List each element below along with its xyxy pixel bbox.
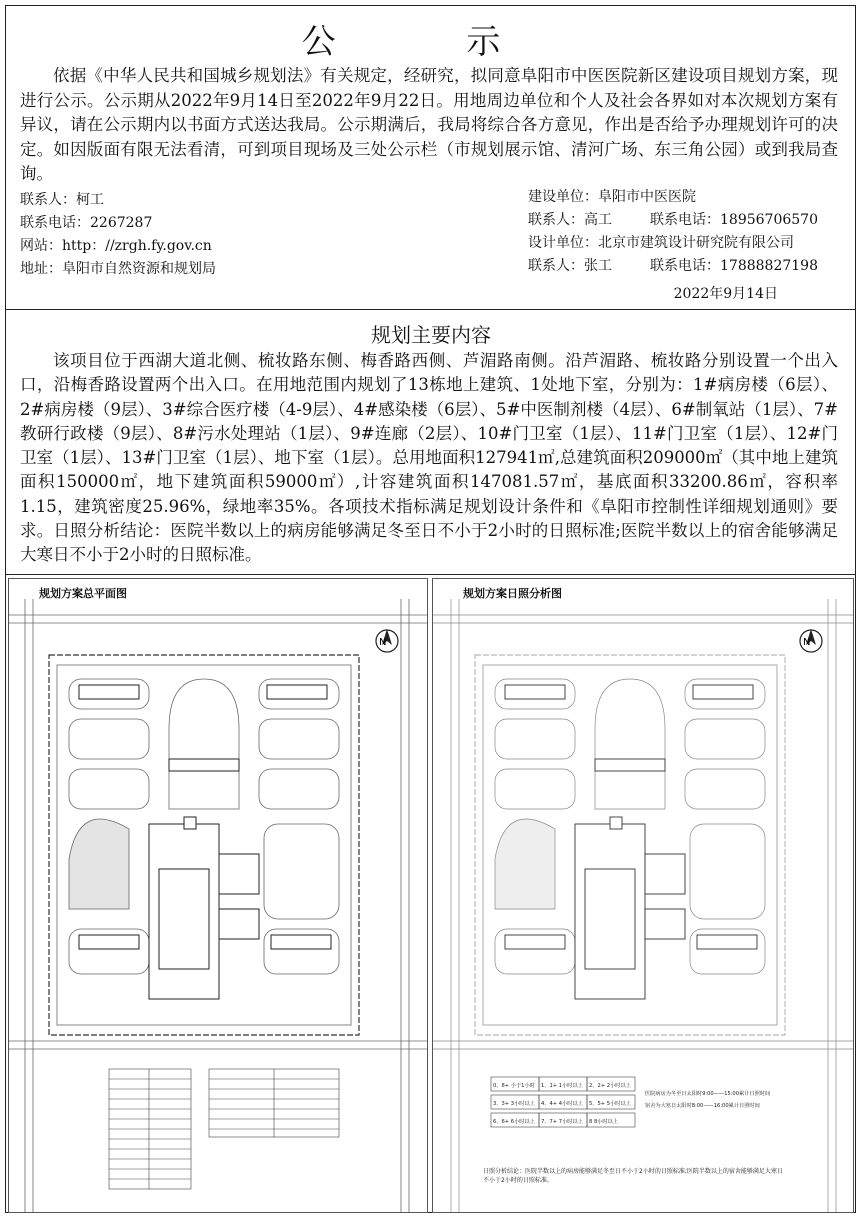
sunlight-analysis-drawing [432, 578, 854, 1213]
north-label: N [379, 637, 387, 648]
section-divider [5, 309, 856, 310]
svg-text:3、3+ 3小时以上: 3、3+ 3小时以上 [493, 1101, 535, 1107]
north-label: N [803, 637, 811, 648]
design-unit: 设计单位：北京市建筑设计研究院有限公司 [528, 235, 794, 251]
north-arrow-icon [800, 629, 822, 652]
plan-body: 该项目位于西湖大道北侧、梳妆路东侧、梅香路西侧、芦湄路南侧。沿芦湄路、梳妆路分别设置一个出入口，沿梅香路设置两个出入口。在用地范围内规划了13栋地上建筑、1处地下室，分别为：1#病房楼（6层）、2#病房楼（9层）、3#综合医疗楼（4-9层）、4#感染楼（6层）、5#中医制剂楼（4层）、6#制氧站（1层）、7#教研行政楼（9层）、8#污水处理站（1层）、9#连廊（2层）、10#门卫室（1层）、11#门卫室（1层）、12#门卫室（1层）、13#门卫室（1层）、地下室（1层）。总用地面积127941㎡,总建筑面积209000㎡（其中地上建筑面积150000㎡，地下建筑面积59000㎡）,计容建筑面积147081.57㎡，基底面积33200.86㎡，容积率1.15，建筑密度25.96%，绿地率35%。各项技术指标满足规划设计条件和《阜阳市控制性详细规划通则》要求。日照分析结论：医院半数以上的病房能够满足冬至日不小于2小时的日照标准;医院半数以上的宿舍能够满足大寒日不小于2小时的日照标准。 [20, 351, 838, 565]
builder-contact: 联系人：高工 [528, 212, 612, 228]
north-arrow-icon [376, 629, 398, 652]
svg-text:0、8+ 小于1小时: 0、8+ 小于1小时 [493, 1083, 535, 1089]
notice-body: 依据《中华人民共和国城乡规划法》有关规定，经研究，拟同意阜阳市中医医院新区建设项目规划方案，现进行公示。公示期从2022年9月14日至2022年9月22日。用地周边单位和个人及社会各界如对本次规划方案有异议，请在公示期内以书面方式送达我局。公示期满后，我局将综合各方意见，作出是否给予办理规划许可的决定。如因版面有限无法看清，可到项目现场及三处公示栏（市规划展示馆、清河广场、东三角公园）或到我局查询。 [20, 66, 838, 183]
svg-text:2、2+ 2小时以上: 2、2+ 2小时以上 [589, 1083, 631, 1089]
svg-text:宿舍为大寒日太阳时8:00——16:00累计日照时间: 宿舍为大寒日太阳时8:00——16:00累计日照时间 [645, 1103, 760, 1109]
designer-contact: 联系人：张工 [528, 258, 612, 274]
sunlight-legend [491, 1077, 770, 1127]
plan-title: 规划主要内容 [371, 323, 491, 347]
contact-left [20, 189, 216, 281]
site-plan-svg [9, 579, 427, 1212]
sunlight-svg [433, 579, 853, 1212]
sunlight-title: 规划方案日照分析图 [463, 587, 562, 600]
sunlight-conclusion: 日照分析结论：医院半数以上的病房能够满足冬至日不小于2小时的日照标准;医院半数以上的宿舍能够满足大寒日不小于2小时的日照标准。 [483, 1168, 783, 1184]
section-divider [5, 574, 856, 575]
builder-phone: 联系电话：18956706570 [650, 212, 818, 228]
contact-phone: 联系电话：2267287 [20, 215, 153, 231]
svg-text:4、4+ 4小时以上: 4、4+ 4小时以上 [541, 1101, 583, 1107]
contact-person: 联系人：柯工 [20, 192, 104, 208]
site-plan-drawing [8, 578, 428, 1213]
builder-unit: 建设单位：阜阳市中医医院 [528, 189, 696, 205]
contact-address: 地址：阜阳市自然资源和规划局 [20, 261, 216, 277]
notice-date: 2022年9月14日 [673, 286, 778, 302]
svg-text:7、7+ 7小时以上: 7、7+ 7小时以上 [541, 1119, 583, 1125]
svg-text:5、5+ 5小时以上: 5、5+ 5小时以上 [589, 1101, 631, 1107]
svg-text:1、1+ 1小时以上: 1、1+ 1小时以上 [541, 1083, 583, 1089]
svg-text:8 8小时以上: 8 8小时以上 [589, 1119, 618, 1125]
site-plan-title: 规划方案总平面图 [39, 587, 127, 600]
notice-title: 公 示 [301, 22, 561, 62]
designer-phone: 联系电话：17888827198 [650, 258, 818, 274]
svg-text:医院病房为冬至日太阳时9:00——15:00累计日照时间: 医院病房为冬至日太阳时9:00——15:00累计日照时间 [645, 1091, 771, 1097]
website-link[interactable]: 网站：http：//zrgh.fy.gov.cn [20, 238, 212, 254]
contact-right [528, 186, 818, 278]
svg-text:6、6+ 6小时以上: 6、6+ 6小时以上 [493, 1119, 535, 1125]
